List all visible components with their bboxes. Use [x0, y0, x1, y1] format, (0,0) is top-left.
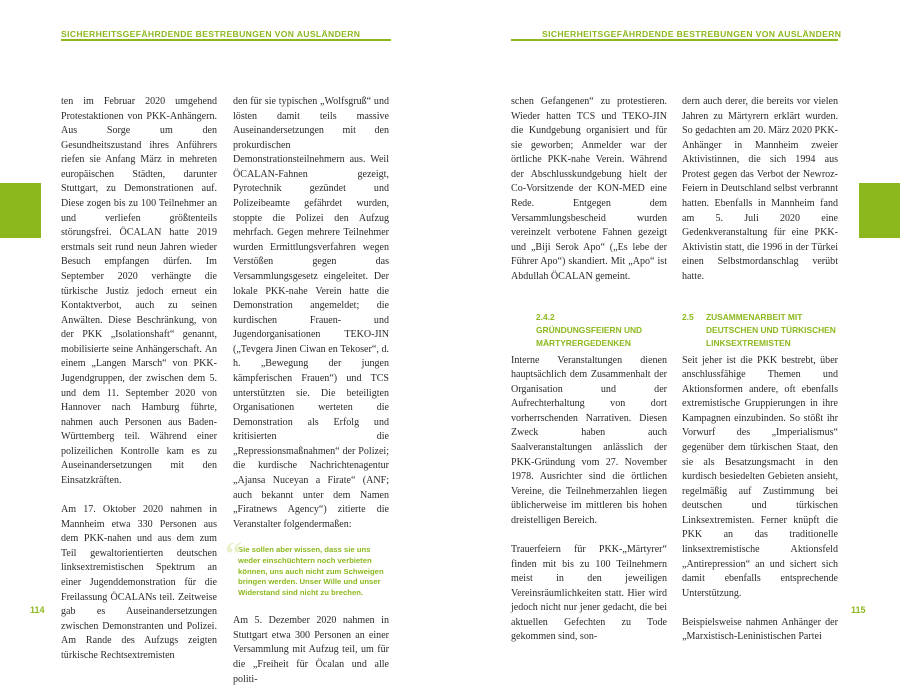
paragraph: schen Gefangenen“ zu protestieren. Wieder hatten TCS und TEKO-JIN die Kundgebung organisiert und für sie geworben; Anmelder war der örtliche PKK-nahe Verein. Während der Abschlusskundgebung hielt der Co-Vorsitzende der KON-MED eine Rede. Entgegen dem Versammlungsbescheid wurden vereinzelt verbotene Fahnen gezeigt und „Biji Serok Apo“ („Es lebe der Führer Apo“) skandiert. Mit „Apo“ ist Abdullah ÖCALAN gemeint. — [511, 96, 667, 282]
paragraph: ten im Februar 2020 umgehend Protestaktionen von PKK-Anhängern. Aus Sorge um den Gesundheitszustand ihres Anführers riefen sie Anfang März in mehreten europäischen Städten, darunter Stuttgart, zu Demonstrationen auf. Diese zogen bis zu 100 Teilnehmer an und verliefen größtenteils störungsfrei. ÖCALAN hatte 2019 erstmals seit rund neun Jahren wieder Besuch empfangen dürfen. Im September 2020 verhängte die türkische Justiz jedoch erneut ein Kontaktverbot, auch zu seinen Anwälten. Diese Beschränkung, von der PKK „Isolationshaft“ genannt, mobilisierte seine Anhängerschaft. An einem „Langen Marsch“ von PKK-Jugendgruppen, der zwischen dem 5. und dem 11. September 2020 von Hannover nach Hamburg führte, nahmen auch Personen aus Baden-Württemberg teil. Während einer polizeilichen Kontrolle kam es zu Auseinandersetzungen mit den Einsatzkräften. — [61, 96, 217, 487]
section-title: ZUSAMMENARBEIT MIT DEUTSCHEN UND TÜRKISCHEN LINKSEXTREMISTEN — [706, 311, 836, 348]
text-column-1 — [61, 95, 217, 663]
text-column-4 — [682, 95, 838, 645]
paragraph: Am 17. Oktober 2020 nahmen in Mannheim etwa 330 Personen aus dem PKK-nahen und aus dem zum Teil gewaltorientierten deutschen linksextremistischen Spektrum an einer Jugenddemonstration für die Freilassung ÖCALANs teil. Zeitweise gab es Auseinandersetzungen zwischen Demonstranten und Polizei. Am Rande des Aufzugs zeigten türkische Rechtsextremisten — [61, 504, 217, 661]
paragraph: Seit jeher ist die PKK bestrebt, über anschlussfähige Themen und Aktionsformen andere, oft ebenfalls extremistische Gruppierungen in ihre Kampagnen einzubinden. So stößt ihr Vorwurf des „Imperialismus“ gegenüber dem türkischen Staat, den sie als Besatzungsmacht in den kurdisch besiedelten Gebieten ansieht, regelmäßig auf Zustimmung bei deutschen und türkischen Linksextremisten. Ferner knüpft die PKK an das traditionelle linksextremistische Aktionsfeld „Antirepression“ an und sichert sich damit ebenfalls entsprechende Unterstützung. — [682, 354, 838, 599]
pull-quote-text: Sie sollen aber wissen, dass sie uns weder einschüchtern noch verbieten können, uns auch nicht zum Schweigen bringen werden. Unser Wille und unser Widerstand sind nicht zu brechen. — [238, 545, 384, 597]
text-column-3 — [511, 95, 667, 645]
section-number: 2.5 — [682, 311, 694, 322]
pull-quote — [225, 536, 389, 598]
running-header-left: SICHERHEITSGEFÄHRDENDE BESTREBUNGEN VON AUSLÄNDERN — [61, 29, 361, 39]
open-quote-icon: “ — [225, 536, 242, 574]
page-number-right: 115 — [851, 605, 866, 615]
section-heading — [511, 311, 667, 350]
section-number: 2.4.2 — [536, 311, 555, 322]
section-heading — [682, 311, 838, 350]
paragraph: den für sie typischen „Wolfsgruß“ und lösten damit teils massive Auseinandersetzungen mit den prokurdischen Demonstrationsteilnehmern aus. Weil ÖCALAN-Fahnen gezeigt, Pyrotechnik gezündet und Polizeibeamte gefährdet wurden, stoppte die Polizei den Aufzug mehrfach. Gegen mehrere Teilnehmer wurden Ermittlungsverfahren wegen Verstößen gegen das Versammlungsgesetz eingeleitet. Der lokale PKK-nahe Verein hatte die Demonstration angemeldet; die kurdischen Frauen- und Jugendorganisationen TEKO-JIN („Tevgera Jinen Ciwan en Tekoser“, d. h. „Bewegung der jungen kämpferischen Frauen“) und TCS unterstützten sie. Die beteiligten Organisationen werteten die Demonstration als Erfolg und kritisierten die „Repressionsmaßnahmen“ der Polizei; die kurdische Nachrichtenagentur „Ajansa Nuceyan a Firate“ (ANF; auch bekannt unter dem Namen „Firatnews Agency“) zitierte die Veranstalter folgendermaßen: — [233, 96, 389, 530]
chapter-tab-left — [0, 183, 41, 238]
paragraph: Beispielsweise nahmen Anhänger der „Marxistisch-Leninistischen Partei — [682, 616, 838, 643]
paragraph: Interne Veranstaltungen dienen hauptsächlich dem Zusammenhalt der Organisation und der Aufrechterhaltung von dort vorherrschenden Narrativen. Diesen Zweck haben auch Saalveranstaltungen anlässlich der PKK-Gründung vom 27. November 1978. Ausrichter sind die örtlichen Vereine, die Teilnehmerzahlen liegen üblicherweise im mittleren bis hohen dreistelligen Bereich. — [511, 354, 667, 526]
paragraph: Trauerfeiern für PKK-„Märtyrer“ finden mit bis zu 100 Teilnehmern meist in den jeweiligen Vereinsräumlichkeiten statt. Hier wird jedoch nicht nur jener gedacht, die bei aktuellen Gefechten zu Tode gekommen sind, son- — [511, 543, 667, 643]
page-number-left: 114 — [30, 605, 45, 615]
header-rule-right — [511, 39, 838, 41]
header-rule-left — [61, 39, 391, 41]
chapter-tab-right — [859, 183, 900, 238]
running-header-right: SICHERHEITSGEFÄHRDENDE BESTREBUNGEN VON AUSLÄNDERN — [542, 29, 842, 39]
paragraph: Am 5. Dezember 2020 nahmen in Stuttgart etwa 300 Personen an einer Versammlung mit Aufzug teil, um für die „Freiheit für Öcalan und alle politi- — [233, 615, 389, 685]
text-column-2 — [225, 95, 389, 687]
section-title: GRÜNDUNGSFEIERN UND MÄRTYRERGEDENKEN — [536, 324, 643, 348]
paragraph: dern auch derer, die bereits vor vielen Jahren zu Märtyrern erklärt wurden. So gedachten am 20. März 2020 PKK-Anhänger in Mannheim zweier Aktivistinnen, die sich 1994 aus Protest gegen das Verbot der Newroz-Feiern in Deutschland selbst verbrannt hatten. Ebenfalls in Mannheim fand am 5. Juli 2020 eine Gedenkveranstaltung für eine PKK-Aktivistin statt, die 1996 in der Türkei einen Selbstmordanschlag verübt hatte. — [682, 96, 838, 282]
